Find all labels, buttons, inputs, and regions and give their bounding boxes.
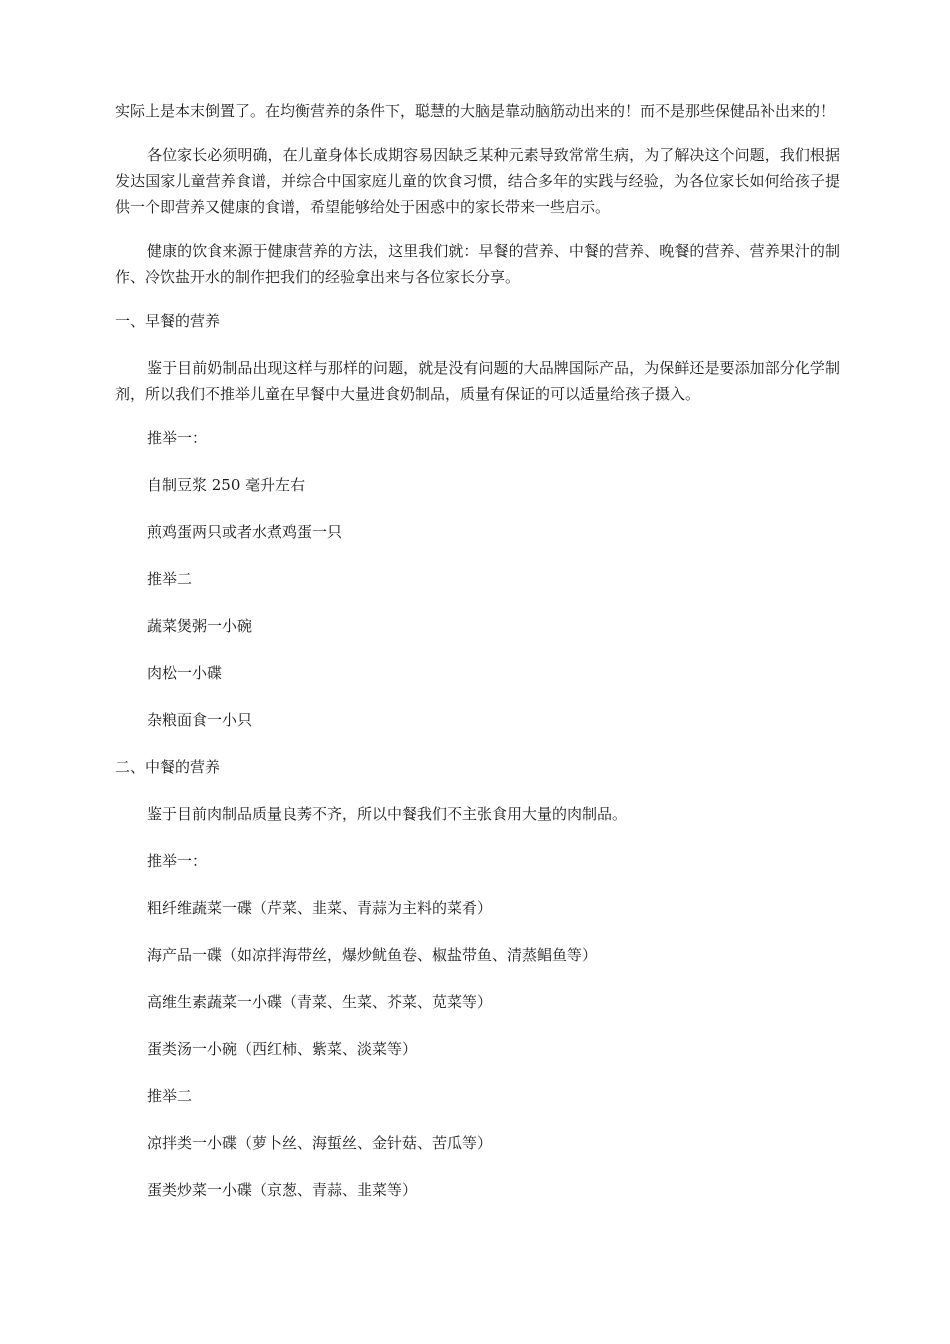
breakfast-rec2-item: 肉松一小碟 xyxy=(147,664,223,682)
lunch-rec2-label: 推举二 xyxy=(147,1087,193,1105)
methods-paragraph: 健康的饮食来源于健康营养的方法，这里我们就：早餐的营养、中餐的营养、晚餐的营养、营养果汁的制作、冷饮盐开水的制作把我们的经验拿出来与各位家长分享。 xyxy=(115,242,840,286)
lunch-rec1-item: 高维生素蔬菜一小碟（青菜、生菜、芥菜、苋菜等） xyxy=(147,993,493,1011)
lunch-rec1-item: 蛋类汤一小碗（西红柿、紫菜、淡菜等） xyxy=(147,1040,418,1058)
breakfast-rec2-label: 推举二 xyxy=(147,570,193,588)
breakfast-rec2-item: 杂粮面食一小只 xyxy=(147,711,253,729)
lunch-rec2-item: 凉拌类一小碟（萝卜丝、海蜇丝、金针菇、苦瓜等） xyxy=(147,1134,493,1152)
breakfast-rec1-item: 自制豆浆 250 毫升左右 xyxy=(147,476,306,494)
breakfast-intro-paragraph: 鉴于目前奶制品出现这样与那样的问题，就是没有问题的大品牌国际产品，为保鲜还是要添加部分化学制剂，所以我们不推举儿童在早餐中大量进食奶制品，质量有保证的可以适量给孩子摄入。 xyxy=(115,359,840,403)
breakfast-rec1-label: 推举一： xyxy=(147,429,208,447)
lunch-heading: 二、中餐的营养 xyxy=(115,758,221,776)
lunch-rec1-label: 推举一： xyxy=(147,852,208,870)
lunch-rec2-item: 蛋类炒菜一小碟（京葱、青蒜、韭菜等） xyxy=(147,1181,418,1199)
parents-paragraph: 各位家长必须明确，在儿童身体长成期容易因缺乏某种元素导致常常生病，为了解决这个问题，我们根据发达国家儿童营养食谱，并综合中国家庭儿童的饮食习惯，结合多年的实践与经验，为各位家长如何给孩子提供一个即营养又健康的食谱，希望能够给处于困惑中的家长带来一些启示。 xyxy=(115,146,840,216)
breakfast-rec1-item: 煎鸡蛋两只或者水煮鸡蛋一只 xyxy=(147,523,343,541)
intro-continuation-paragraph: 实际上是本末倒置了。在均衡营养的条件下，聪慧的大脑是靠动脑筋动出来的！而不是那些保健品补出来的！ xyxy=(115,102,836,120)
lunch-rec1-item: 粗纤维蔬菜一碟（芹菜、韭菜、青蒜为主料的菜肴） xyxy=(147,899,493,917)
breakfast-rec2-item: 蔬菜煲粥一小碗 xyxy=(147,617,253,635)
lunch-rec1-item: 海产品一碟（如凉拌海带丝，爆炒鱿鱼卷、椒盐带鱼、清蒸鲳鱼等） xyxy=(147,946,598,964)
breakfast-heading: 一、早餐的营养 xyxy=(115,312,221,330)
document-page xyxy=(115,98,840,1203)
lunch-intro-paragraph: 鉴于目前肉制品质量良莠不齐，所以中餐我们不主张食用大量的肉制品。 xyxy=(147,805,628,823)
